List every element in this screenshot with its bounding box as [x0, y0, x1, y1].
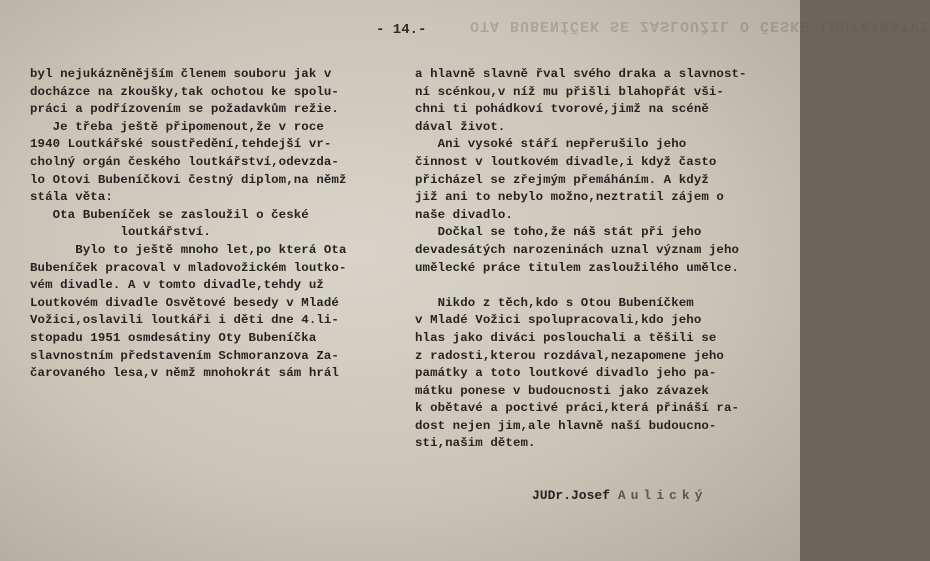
signature: [532, 488, 707, 503]
text-line: přicházel se zřejmým přemáháním. A když: [415, 172, 709, 187]
signature-title: JUDr.Josef: [532, 488, 611, 503]
text-line: [415, 277, 800, 295]
text-line: 1940 Loutkářské soustředění,tehdejší vr-: [30, 137, 332, 152]
text-line: umělecké práce titulem zasloužilého umělce.: [415, 260, 740, 275]
text-line: činnost v loutkovém divadle,i když často: [415, 154, 717, 169]
text-line: ní scénkou,v níž mu přišli blahopřát vši-: [415, 84, 724, 99]
text-line: Bylo to ještě mnoho let,po která Ota: [30, 242, 347, 257]
text-line: Vožici,oslavili loutkáři i děti dne 4.li-: [30, 313, 339, 328]
text-line: Loutkovém divadle Osvětové besedy v Mladé: [30, 295, 339, 310]
text-line: stála věta:: [30, 190, 113, 205]
text-line: naše divadlo.: [415, 207, 513, 222]
text-line: dával život.: [415, 119, 506, 134]
text-line: cholný orgán českého loutkářství,odevzda-: [30, 154, 339, 169]
text-line: byl nejukázněnějším členem souboru jak v: [30, 67, 332, 81]
text-line: práci a podřízovením se požadavkům režie.: [30, 102, 339, 117]
text-line: hlas jako diváci poslouchali a těšili se: [415, 330, 717, 345]
text-line: Ota Bubeníček se zasloužil o české: [30, 207, 309, 222]
left-column: [30, 66, 400, 383]
text-line: sti,našim dětem.: [415, 436, 536, 451]
bleed-through-text: OTA BUBENÍČEK SE ZASLOUŽIL O ČESKÉ LOUTKÁŘSTVÍ: [470, 17, 930, 34]
text-line: Ani vysoké stáří nepřerušilo jeho: [415, 137, 687, 152]
text-line: v Mladé Vožici spolupracovali,kdo jeho: [415, 313, 702, 328]
text-line: již ani to nebylo možno,neztratil zájem o: [415, 190, 724, 205]
text-line: Bubeníček pracoval v mladovožickém loutko-: [30, 260, 347, 275]
text-line: z radosti,kterou rozdával,nezapomene jeho: [415, 348, 724, 363]
text-line: k obětavé a poctivé práci,která přináší ra-: [415, 401, 740, 416]
text-line: docházce na zkoušky,tak ochotou ke spolu-: [30, 84, 339, 99]
text-line: Dočkal se toho,že náš stát při jeho: [415, 225, 702, 240]
text-line: Nikdo z těch,kdo s Otou Bubeníčkem: [415, 295, 694, 310]
text-line: čarovaného lesa,v němž mnohokrát sám hrál: [30, 366, 339, 381]
text-line: chni ti pohádkoví tvorové,jimž na scéně: [415, 102, 709, 117]
page-number: - 14.-: [376, 22, 427, 38]
text-line: vém divadle. A v tomto divadle,tehdy už: [30, 278, 324, 293]
text-line: a hlavně slavně řval svého draka a slavnost-: [415, 67, 747, 81]
right-column: [415, 66, 800, 453]
text-line: mátku ponese v budoucnosti jako závazek: [415, 383, 709, 398]
text-line: dost nejen jim,ale hlavně naší budoucno-: [415, 418, 717, 433]
text-line: lo Otovi Bubeníčkovi čestný diplom,na němž: [30, 172, 347, 187]
text-line: loutkářství.: [30, 225, 211, 240]
text-line: památky a toto loutkové divadlo jeho pa-: [415, 366, 717, 381]
text-line: stopadu 1951 osmdesátiny Oty Bubeníčka: [30, 330, 317, 345]
signature-name: Aulický: [617, 488, 708, 503]
text-line: slavnostním představením Schmoranzova Za-: [30, 348, 339, 363]
text-line: devadesátých narozeninách uznal význam jeho: [415, 242, 740, 257]
text-line: Je třeba ještě připomenout,že v roce: [30, 119, 324, 134]
